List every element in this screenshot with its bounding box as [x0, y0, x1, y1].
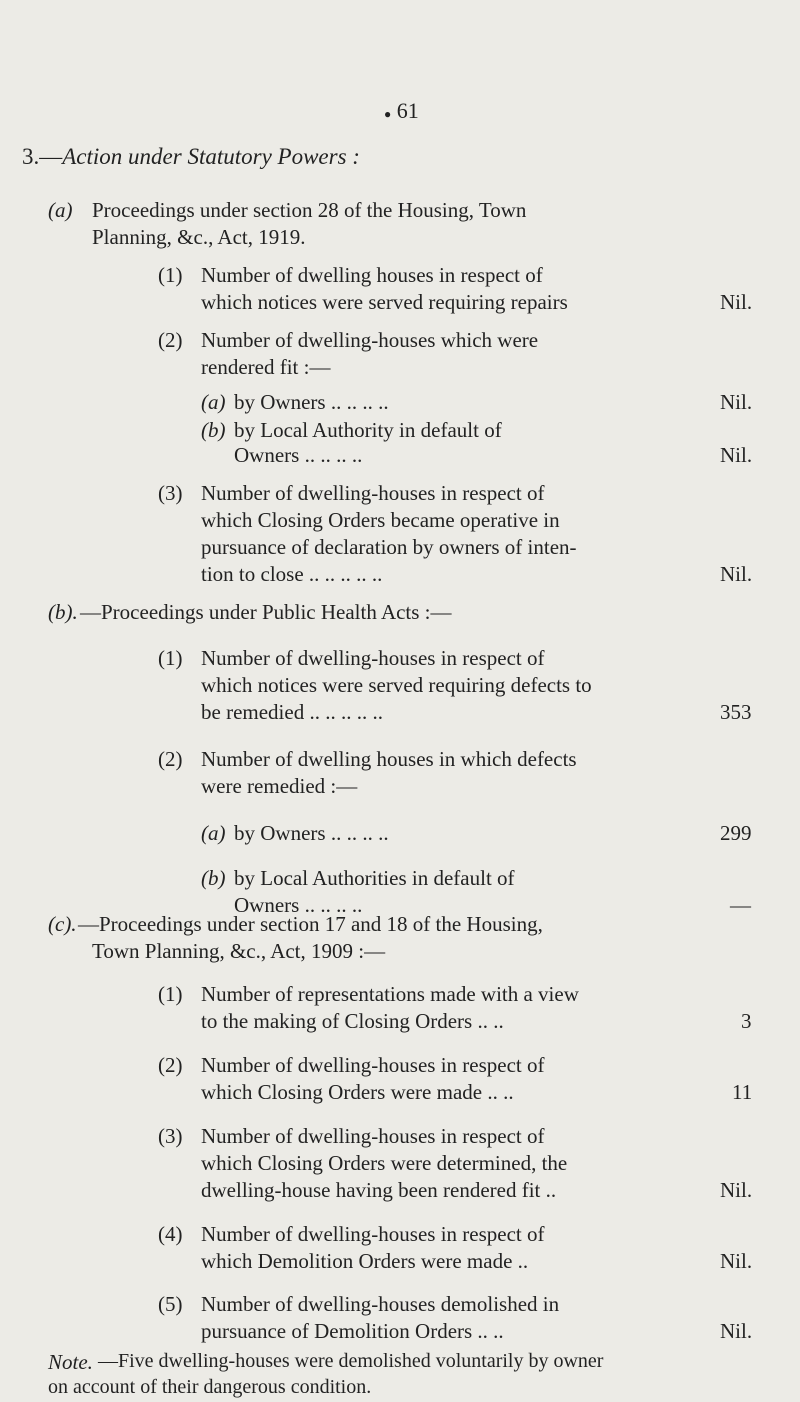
item-value: Nil. — [720, 1319, 753, 1343]
item-text: were remedied :— — [201, 774, 358, 798]
item-text: tion to close .. .. .. .. .. — [201, 562, 383, 586]
item-text: which Closing Orders became operative in — [201, 508, 560, 532]
sub-item-text: by Owners .. .. .. .. — [234, 390, 389, 414]
page-number: ● 61 — [384, 98, 419, 123]
sub-item-label: (a) — [201, 390, 226, 414]
item-value: Nil. — [720, 290, 753, 314]
item-text: Number of representations made with a view — [201, 982, 579, 1006]
item-text: pursuance of Demolition Orders .. .. — [201, 1319, 504, 1343]
item-text: Number of dwelling-houses in respect of — [201, 646, 545, 670]
sub-item-text: by Local Authority in default of — [234, 418, 502, 442]
item-text: rendered fit :— — [201, 355, 331, 379]
sub-item-text: Owners .. .. .. .. — [234, 893, 363, 917]
item-value: 11 — [732, 1080, 753, 1104]
item-value: 353 — [720, 700, 752, 724]
sub-item-text: by Local Authorities in default of — [234, 866, 515, 890]
section-b-label: (b). — [48, 600, 78, 624]
item-text: which Closing Orders were determined, the — [201, 1151, 568, 1175]
item-text: Number of dwelling-houses in respect of — [201, 1222, 545, 1246]
sub-item-label: (b) — [201, 866, 226, 890]
item-number: (1) — [158, 982, 183, 1006]
item-text: to the making of Closing Orders .. .. — [201, 1009, 504, 1033]
item-value: 299 — [720, 821, 752, 845]
item-number: (3) — [158, 1124, 183, 1148]
item-value: Nil. — [720, 390, 753, 414]
item-text: Number of dwelling-houses in respect of — [201, 481, 545, 505]
item-text: be remedied .. .. .. .. .. — [201, 700, 383, 724]
item-text: Number of dwelling-houses which were — [201, 328, 539, 352]
note-text-1: —Five dwelling-houses were demolished voluntarily by owner — [98, 1350, 604, 1372]
section-c-text-2: Town Planning, &c., Act, 1909 :— — [92, 939, 386, 963]
item-value: Nil. — [720, 1249, 753, 1273]
item-text: which Closing Orders were made .. .. — [201, 1080, 514, 1104]
item-value: Nil. — [720, 562, 753, 586]
item-text: Number of dwelling-houses in respect of — [201, 1053, 545, 1077]
sub-item-text: by Owners .. .. .. .. — [234, 821, 389, 845]
section-a-text-1: Proceedings under section 28 of the Housing, Town — [92, 198, 527, 222]
section-a-text-2: Planning, &c., Act, 1919. — [92, 225, 306, 249]
item-number: (3) — [158, 481, 183, 505]
note-text-2: on account of their dangerous condition. — [48, 1376, 372, 1398]
page-marker-icon: ● — [384, 107, 392, 121]
item-text: Number of dwelling houses in respect of — [201, 263, 543, 287]
sub-item-label: (b) — [201, 418, 226, 442]
sub-item-text: Owners .. .. .. .. — [234, 443, 363, 467]
item-number: (2) — [158, 328, 183, 352]
section-c-label: (c). — [48, 912, 77, 936]
item-text: which notices were served requiring repairs — [201, 290, 568, 314]
item-text: which notices were served requiring defects to — [201, 673, 592, 697]
item-value: 3 — [741, 1009, 752, 1033]
item-text: pursuance of declaration by owners of inten- — [201, 535, 577, 559]
item-number: (1) — [158, 646, 183, 670]
item-value: Nil. — [720, 1178, 753, 1202]
section-a-label: (a) — [48, 198, 73, 222]
sub-item-label: (a) — [201, 821, 226, 845]
item-number: (5) — [158, 1292, 183, 1316]
note-label: Note. — [48, 1350, 93, 1374]
section-c-text-1: —Proceedings under section 17 and 18 of the Housing, — [78, 912, 543, 936]
item-text: Number of dwelling-houses in respect of — [201, 1124, 545, 1148]
item-number: (1) — [158, 263, 183, 287]
item-value: — — [730, 893, 751, 917]
section-b-text: —Proceedings under Public Health Acts :— — [80, 600, 452, 624]
item-number: (2) — [158, 1053, 183, 1077]
item-number: (2) — [158, 747, 183, 771]
section-heading: 3.—Action under Statutory Powers : — [22, 144, 360, 169]
item-text: Number of dwelling houses in which defects — [201, 747, 577, 771]
item-text: dwelling-house having been rendered fit .. — [201, 1178, 557, 1202]
item-value: Nil. — [720, 443, 753, 467]
item-text: which Demolition Orders were made .. — [201, 1249, 529, 1273]
item-number: (4) — [158, 1222, 183, 1246]
item-text: Number of dwelling-houses demolished in — [201, 1292, 560, 1316]
